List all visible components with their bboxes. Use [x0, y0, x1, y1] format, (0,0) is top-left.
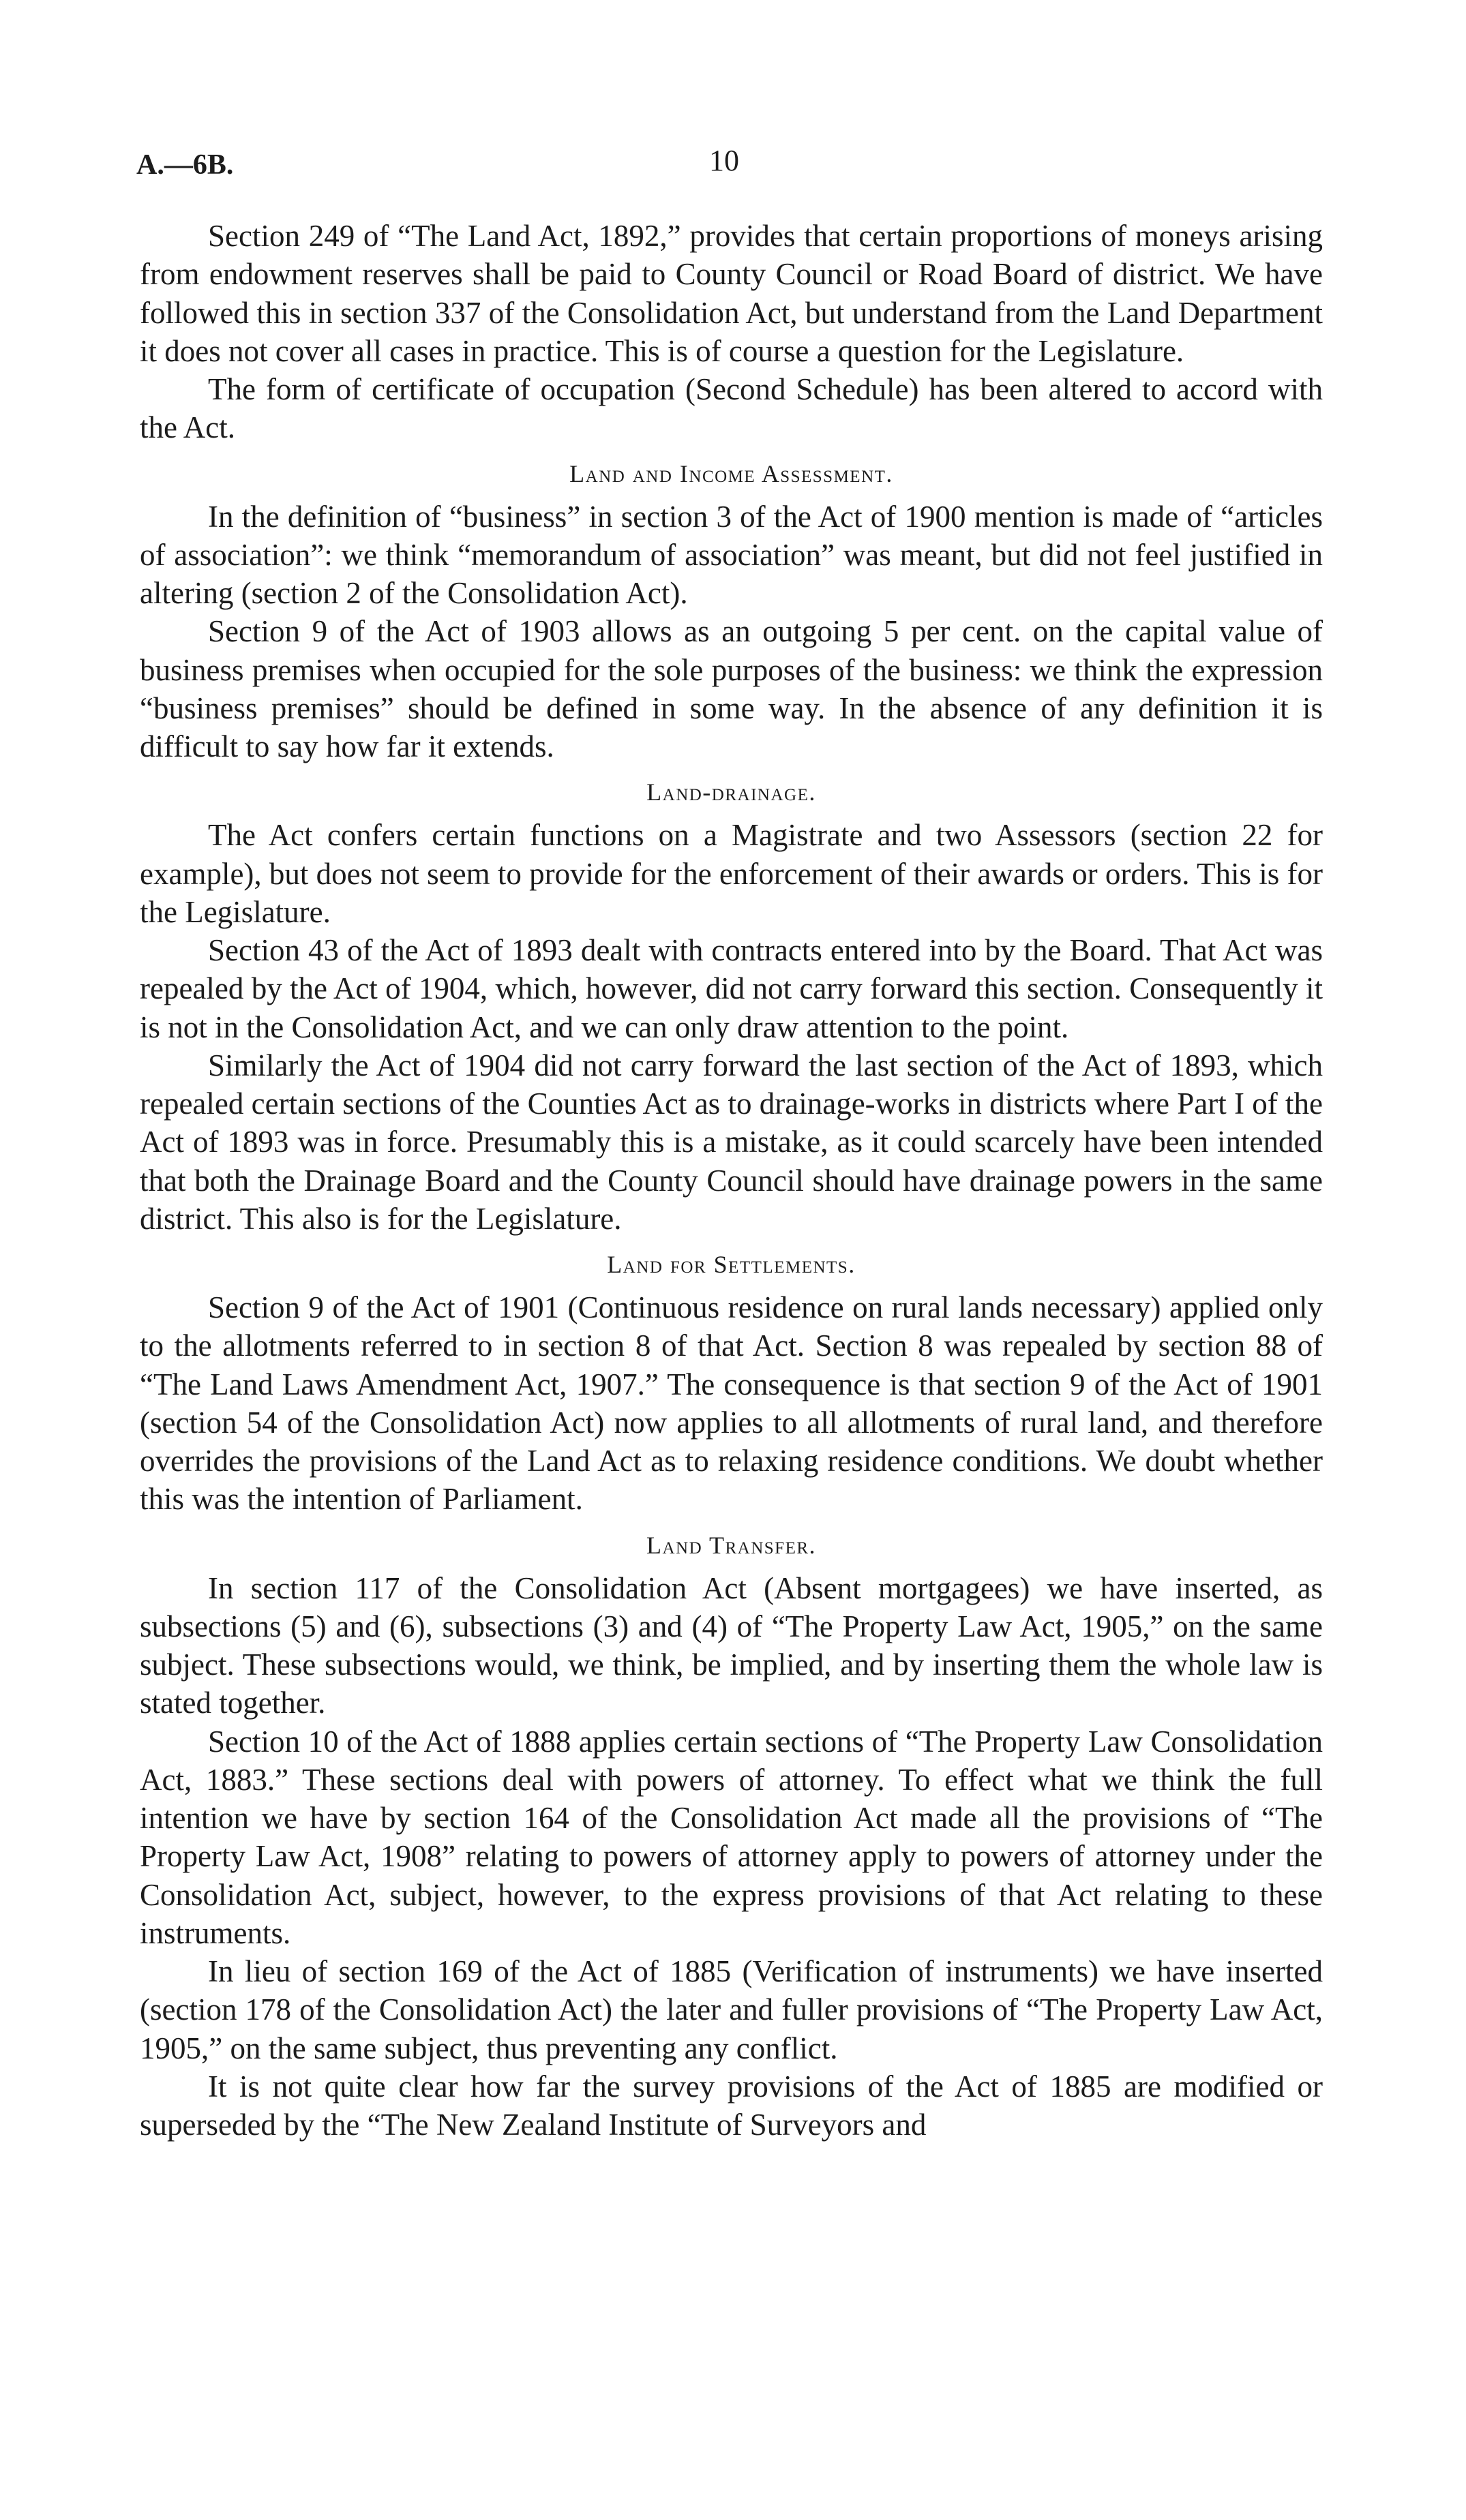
- paragraph: In lieu of section 169 of the Act of 1885 (Verification of instruments) we have inserted (section 178 of the Consolidation Act) the later and fuller provisions of “The Property Law Act, 1905,” on the same subject, thus preventing any conflict.: [140, 1954, 1323, 2065]
- section-heading-land-and-income-assessment: Land and Income Assessment.: [569, 459, 893, 487]
- document-reference: A.—6B.: [136, 149, 234, 181]
- paragraph: The form of certificate of occupation (Second Schedule) has been altered to accord with the Act.: [140, 372, 1323, 445]
- page-number: 10: [709, 144, 739, 177]
- paragraph: Section 10 of the Act of 1888 applies certain sections of “The Property Law Consolidation Act, 1883.” These sections deal with powers of attorney. To effect what we think the full intention we have by section 164 of the Consolidation Act made all the provisions of “The Property Law Act, 1908” relating to powers of attorney apply to powers of attorney under the Consolidation Act, subject, however, to the express provisions of that Act relating to these instruments.: [140, 1724, 1323, 1950]
- paragraph: In section 117 of the Consolidation Act (Absent mortgagees) we have inserted, as subsections (5) and (6), subsections (3) and (4) of “The Property Law Act, 1905,” on the same subject. These subsections would, we think, be implied, and by inserting them the whole law is stated together.: [140, 1570, 1323, 1720]
- paragraph: In the definition of “business” in section 3 of the Act of 1900 mention is made of “articles of association”: we think “memorandum of association” was meant, but did not feel justified in altering (section 2 of the Consolidation Act).: [140, 499, 1323, 610]
- paragraph: Section 43 of the Act of 1893 dealt with contracts entered into by the Board. That Act was repealed by the Act of 1904, which, however, did not carry forward this section. Consequently it is not in the Consolidation Act, and we can only draw attention to the point.: [140, 933, 1323, 1044]
- paragraph: The Act confers certain functions on a Magistrate and two Assessors (section 22 for example), but does not seem to provide for the enforcement of their awards or orders. This is for the Legislature.: [140, 818, 1323, 929]
- section-heading-land-for-settlements: Land for Settlements.: [607, 1251, 856, 1278]
- paragraph: Section 9 of the Act of 1903 allows as an outgoing 5 per cent. on the capital value of business premises when occupied for the sole purposes of the business: we think the expression “business premises” should be defined in some way. In the absence of any definition it is difficult to say how far it extends.: [140, 614, 1323, 763]
- document-body: [140, 217, 1323, 2144]
- paragraph: It is not quite clear how far the survey provisions of the Act of 1885 are modified or superseded by the “The New Zealand Institute of Surveyors and: [140, 2069, 1323, 2142]
- paragraph: Section 9 of the Act of 1901 (Continuous residence on rural lands necessary) applied only to the allotments referred to in section 8 of that Act. Section 8 was repealed by section 88 of “The Land Laws Amendment Act, 1907.” The consequence is that section 9 of the Act of 1901 (section 54 of the Consolidation Act) now applies to all allotments of rural land, and therefore overrides the provisions of the Land Act as to relaxing residence conditions. We doubt whether this was the intention of Parliament.: [140, 1290, 1323, 1517]
- paragraph: Section 249 of “The Land Act, 1892,” provides that certain proportions of moneys arising from endowment reserves shall be paid to County Council or Road Board of district. We have followed this in section 337 of the Consolidation Act, but understand from the Land Department it does not cover all cases in practice. This is of course a question for the Legislature.: [140, 219, 1323, 368]
- section-heading-land-drainage: Land-drainage.: [646, 778, 816, 806]
- section-heading-land-transfer: Land Transfer.: [646, 1531, 817, 1559]
- paragraph: Similarly the Act of 1904 did not carry forward the last section of the Act of 1893, which repealed certain sections of the Counties Act as to drainage-works in districts where Part I of the Act of 1893 was in force. Presumably this is a mistake, as it could scarcely have been intended that both the Drainage Board and the County Council should have drainage powers in the same district. This also is for the Legislature.: [140, 1048, 1323, 1236]
